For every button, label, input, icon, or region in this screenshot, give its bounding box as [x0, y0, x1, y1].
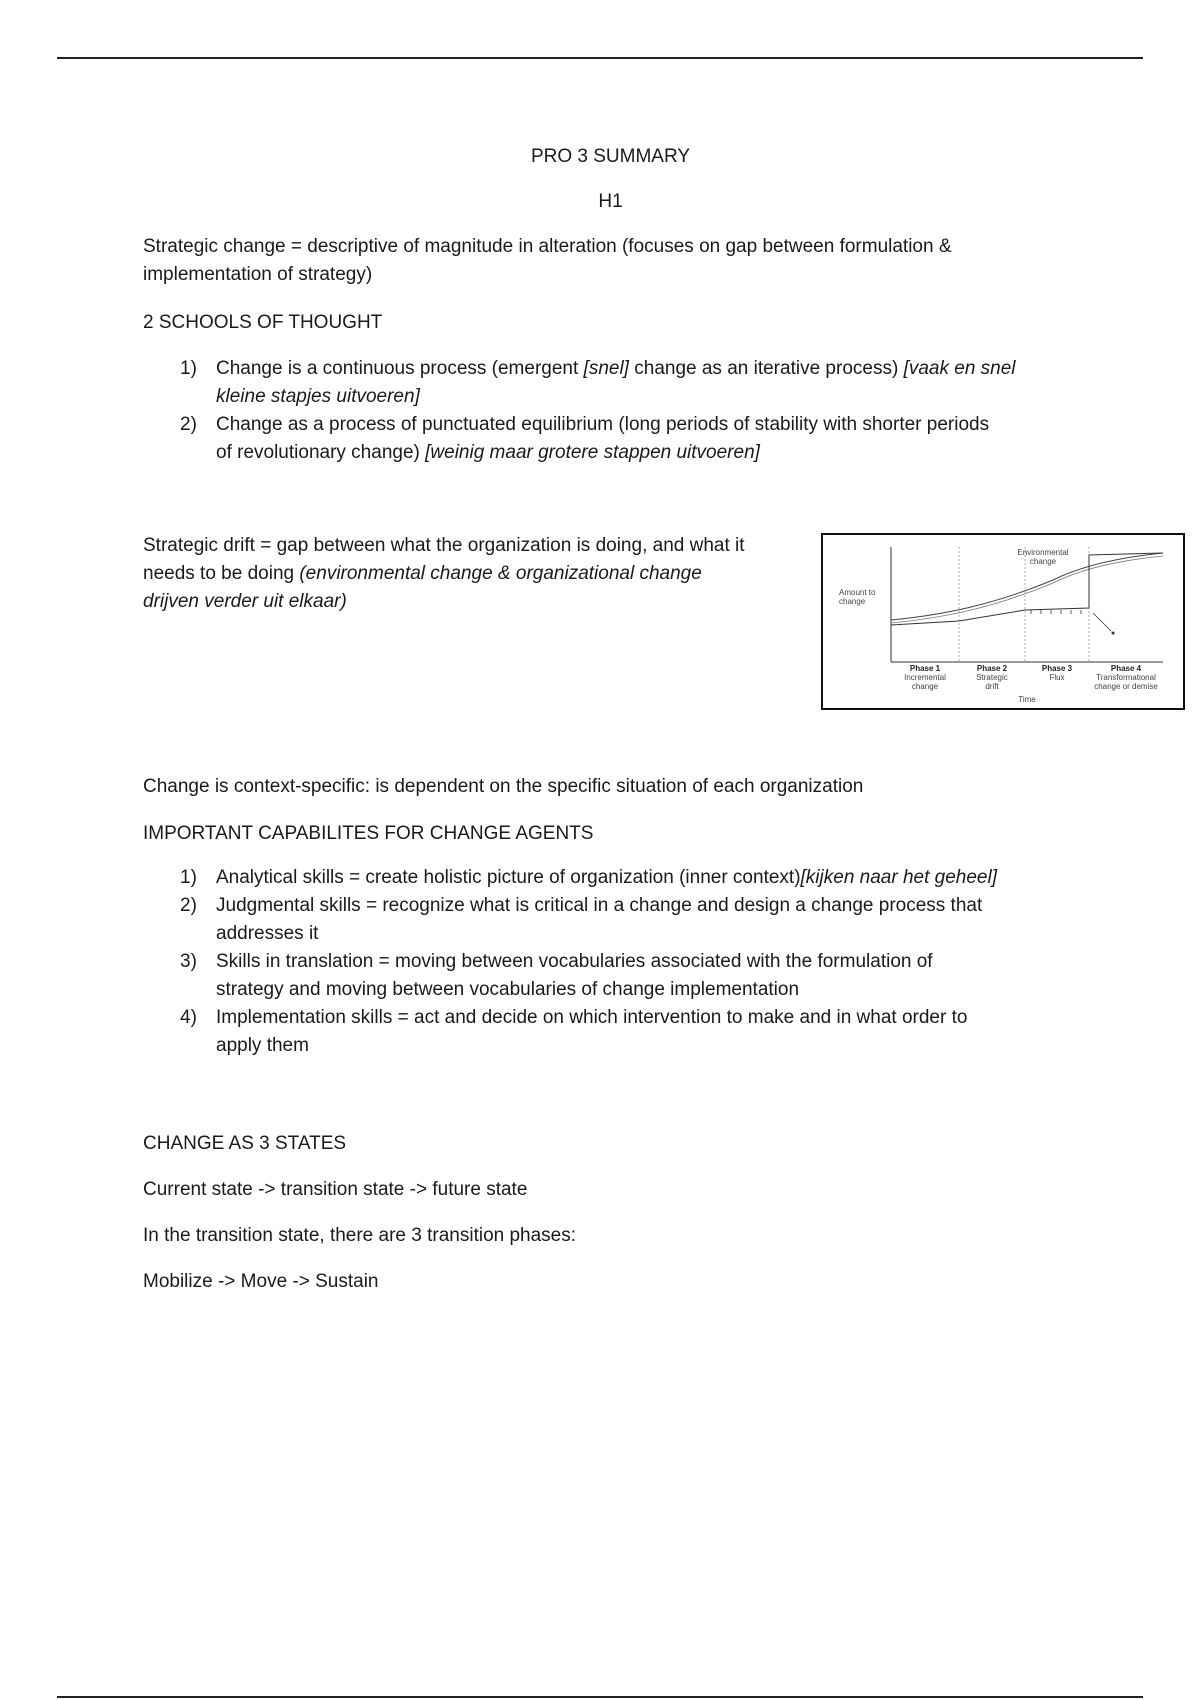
list-number: 1) — [180, 867, 197, 888]
list-item — [180, 355, 1040, 411]
organizational-change-line — [891, 553, 1163, 625]
transition-line: In the transition state, there are 3 transition phases: — [143, 1225, 577, 1246]
list-item — [180, 411, 1040, 467]
list-number: 1) — [180, 358, 197, 379]
drift-line-2: needs to be doing — [143, 563, 300, 584]
list-item — [180, 892, 1040, 948]
list-text: Implementation skills = act and decide on which intervention to make and in what order to — [216, 1007, 968, 1028]
footer-rule — [57, 1696, 1143, 1698]
list-text: change as an iterative process) — [628, 358, 904, 379]
schools-heading: 2 SCHOOLS OF THOUGHT — [143, 312, 383, 333]
drift-line-3: drijven verder uit elkaar) — [143, 591, 347, 612]
states-line: Current state -> transition state -> future state — [143, 1179, 528, 1200]
list-item — [180, 864, 1040, 892]
schools-list — [180, 355, 1040, 467]
list-text: Change is a continuous process (emergent — [216, 358, 584, 379]
list-text: Change as a process of punctuated equilibrium (long periods of stability with shorter periods — [216, 414, 990, 435]
phase-name: Phase 4 — [1110, 664, 1142, 673]
list-text-italic: [weinig maar grotere stappen uitvoeren] — [425, 442, 760, 463]
y-label-1: Amount to — [839, 588, 876, 597]
phase-desc: Incremental — [904, 673, 946, 682]
chapter-heading: H1 — [598, 191, 623, 212]
phase-name: Phase 2 — [976, 664, 1008, 673]
strategic-drift-figure — [821, 533, 1185, 710]
list-item — [180, 948, 1040, 1004]
context-specific-line: Change is context-specific: is dependent on the specific situation of each organization — [143, 776, 864, 797]
list-text: strategy and moving between vocabularies of change implementation — [216, 979, 800, 1000]
list-item — [180, 1004, 1040, 1060]
x-label: Time — [1018, 695, 1036, 704]
strategic-drift-diagram — [823, 535, 1183, 708]
list-text: Analytical skills = create holistic picture of organization (inner context) — [216, 867, 801, 888]
list-text: Judgmental skills = recognize what is critical in a change and design a change process that — [216, 895, 983, 916]
env-label-1: Environmental — [1017, 548, 1069, 557]
list-number: 2) — [180, 895, 197, 916]
list-text-italic: kleine stapjes uitvoeren] — [216, 386, 420, 407]
drift-line-2-italic: (environmental change & organizational change — [299, 563, 702, 584]
strategic-change-line-2: implementation of strategy) — [143, 264, 373, 285]
capabilities-heading: IMPORTANT CAPABILITES FOR CHANGE AGENTS — [143, 823, 594, 844]
states-heading: CHANGE AS 3 STATES — [143, 1133, 347, 1154]
phase-desc: Transformational — [1096, 673, 1156, 682]
phase-desc: change — [911, 682, 939, 691]
list-text: Skills in translation = moving between vocabularies associated with the formulation of — [216, 951, 933, 972]
env-label-2: change — [1029, 557, 1057, 566]
list-number: 4) — [180, 1007, 197, 1028]
strategic-change-line-1: Strategic change = descriptive of magnitude in alteration (focuses on gap between formulation & — [143, 236, 952, 257]
list-text-italic: [snel] — [583, 358, 629, 379]
list-text: of revolutionary change) — [216, 442, 426, 463]
capabilities-list — [180, 864, 1040, 1060]
document-title: PRO 3 SUMMARY — [530, 146, 691, 167]
list-number: 2) — [180, 414, 197, 435]
phases-line: Mobilize -> Move -> Sustain — [143, 1271, 379, 1292]
phase-name: Phase 3 — [1041, 664, 1073, 673]
demise-arrow-head — [1112, 632, 1115, 635]
list-text: apply them — [216, 1035, 309, 1056]
list-text-italic: [kijken naar het geheel] — [800, 867, 997, 888]
environmental-change-curve-inner — [891, 556, 1163, 623]
phase-desc: Flux — [1049, 673, 1065, 682]
list-number: 3) — [180, 951, 197, 972]
list-text-italic: [vaak en snel — [903, 358, 1016, 379]
phase-desc: drift — [985, 682, 999, 691]
phase-desc: Strategic — [976, 673, 1008, 682]
phase-name: Phase 1 — [909, 664, 941, 673]
flux-marks — [1031, 610, 1081, 614]
phase-desc: change or demise — [1094, 682, 1158, 691]
y-label-2: change — [839, 597, 866, 606]
header-rule — [57, 57, 1143, 59]
demise-arrow — [1093, 613, 1111, 631]
list-text: addresses it — [216, 923, 319, 944]
strategic-change-definition — [143, 233, 952, 289]
strategic-drift-definition — [143, 532, 813, 616]
drift-line-1: Strategic drift = gap between what the organization is doing, and what it — [143, 535, 745, 556]
